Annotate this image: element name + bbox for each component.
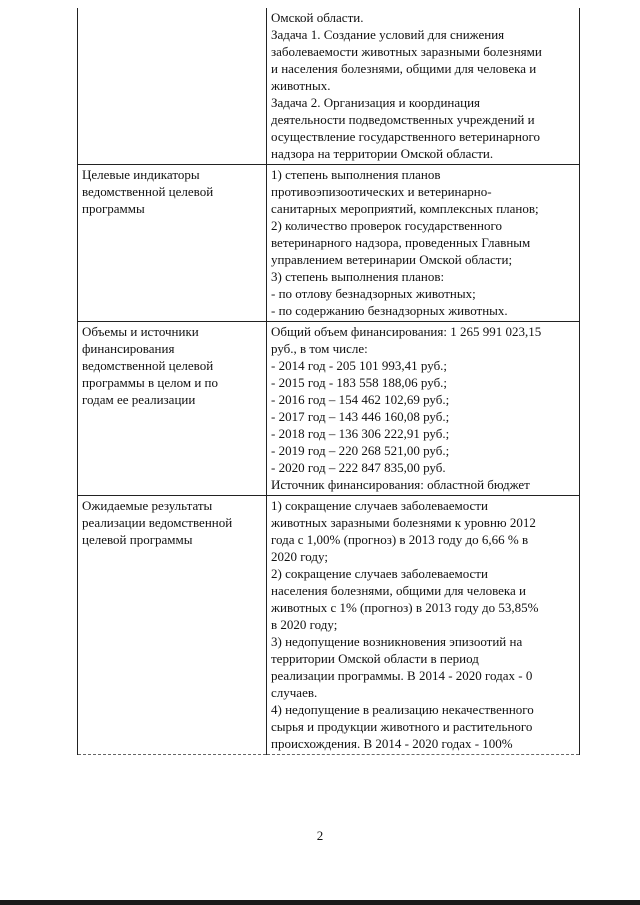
row-label-cell <box>78 496 267 755</box>
program-passport-table <box>77 8 580 755</box>
content-line: осуществление государственного ветеринарного <box>271 129 541 144</box>
content-line: и населения болезнями, общими для человека и <box>271 61 537 76</box>
label-line: Объемы и источники <box>82 324 199 339</box>
content-line: года с 1,00% (прогноз) в 2013 году до 6,66 % в <box>271 532 529 547</box>
label-line: ведомственной целевой <box>82 184 214 199</box>
content-line: Омской области. <box>271 10 364 25</box>
label-line: годам ее реализации <box>82 392 196 407</box>
content-line: 1) степень выполнения планов <box>271 167 441 182</box>
content-line: происхождения. В 2014 - 2020 годах - 100% <box>271 736 513 751</box>
content-line: населения болезнями, общими для человека и <box>271 583 527 598</box>
page-number: 2 <box>316 828 324 843</box>
row-content-cell <box>267 496 580 755</box>
content-line: сырья и продукции животного и растительного <box>271 719 533 734</box>
content-line: - 2019 год – 220 268 521,00 руб.; <box>271 443 450 458</box>
content-line: животных с 1% (прогноз) в 2013 году до 53,85% <box>271 600 539 615</box>
content-line: реализации программы. В 2014 - 2020 годах - 0 <box>271 668 533 683</box>
content-line: - по отлову безнадзорных животных; <box>271 286 476 301</box>
content-line: противоэпизоотических и ветеринарно- <box>271 184 492 199</box>
content-line: в 2020 году; <box>271 617 338 632</box>
content-line: 2) количество проверок государственного <box>271 218 502 233</box>
row-content-cell <box>267 322 580 496</box>
label-line: целевой программы <box>82 532 193 547</box>
label-line: Ожидаемые результаты <box>82 498 213 513</box>
content-line: 2020 году; <box>271 549 328 564</box>
row-label-cell <box>78 322 267 496</box>
content-line: Общий объем финансирования: 1 265 991 023,15 <box>271 324 542 339</box>
content-line: животных заразными болезнями к уровню 2012 <box>271 515 536 530</box>
content-line: территории Омской области в период <box>271 651 479 666</box>
table-row <box>78 165 580 322</box>
row-content-cell <box>267 8 580 165</box>
row-label-cell <box>78 8 267 165</box>
row-label-cell <box>78 165 267 322</box>
content-line: Задача 1. Создание условий для снижения <box>271 27 505 42</box>
row-content-cell <box>267 165 580 322</box>
table-row <box>78 8 580 165</box>
content-line: - 2016 год – 154 462 102,69 руб.; <box>271 392 450 407</box>
content-line: - 2015 год - 183 558 188,06 руб.; <box>271 375 448 390</box>
content-line: - 2017 год – 143 446 160,08 руб.; <box>271 409 450 424</box>
content-line: случаев. <box>271 685 318 700</box>
label-line: ведомственной целевой <box>82 358 214 373</box>
content-line: - по содержанию безнадзорных животных. <box>271 303 508 318</box>
content-line: 3) степень выполнения планов: <box>271 269 445 284</box>
label-line: программы <box>82 201 145 216</box>
label-line: Целевые индикаторы <box>82 167 200 182</box>
content-line: 2) сокращение случаев заболеваемости <box>271 566 488 581</box>
content-line: санитарных мероприятий, комплексных планов; <box>271 201 539 216</box>
content-line: деятельности подведомственных учреждений и <box>271 112 535 127</box>
content-line: 4) недопущение в реализацию некачественного <box>271 702 534 717</box>
table-row <box>78 496 580 755</box>
content-line: - 2018 год – 136 306 222,91 руб.; <box>271 426 450 441</box>
content-line: управлением ветеринарии Омской области; <box>271 252 513 267</box>
table-row <box>78 322 580 496</box>
content-line: руб., в том числе: <box>271 341 368 356</box>
content-line: надзора на территории Омской области. <box>271 146 494 161</box>
table-body <box>78 8 580 755</box>
content-line: 1) сокращение случаев заболеваемости <box>271 498 488 513</box>
label-line: реализации ведомственной <box>82 515 233 530</box>
content-line: Источник финансирования: областной бюджет <box>271 477 530 492</box>
content-line: 3) недопущение возникновения эпизоотий на <box>271 634 523 649</box>
label-line: финансирования <box>82 341 175 356</box>
content-line: - 2020 год – 222 847 835,00 руб. <box>271 460 446 475</box>
content-line: - 2014 год - 205 101 993,41 руб.; <box>271 358 448 373</box>
content-line: ветеринарного надзора, проведенных Главным <box>271 235 531 250</box>
label-line: программы в целом и по <box>82 375 218 390</box>
scan-bottom-edge <box>0 900 640 905</box>
content-line: животных. <box>271 78 331 93</box>
content-line: Задача 2. Организация и координация <box>271 95 481 110</box>
content-line: заболеваемости животных заразными болезнями <box>271 44 542 59</box>
